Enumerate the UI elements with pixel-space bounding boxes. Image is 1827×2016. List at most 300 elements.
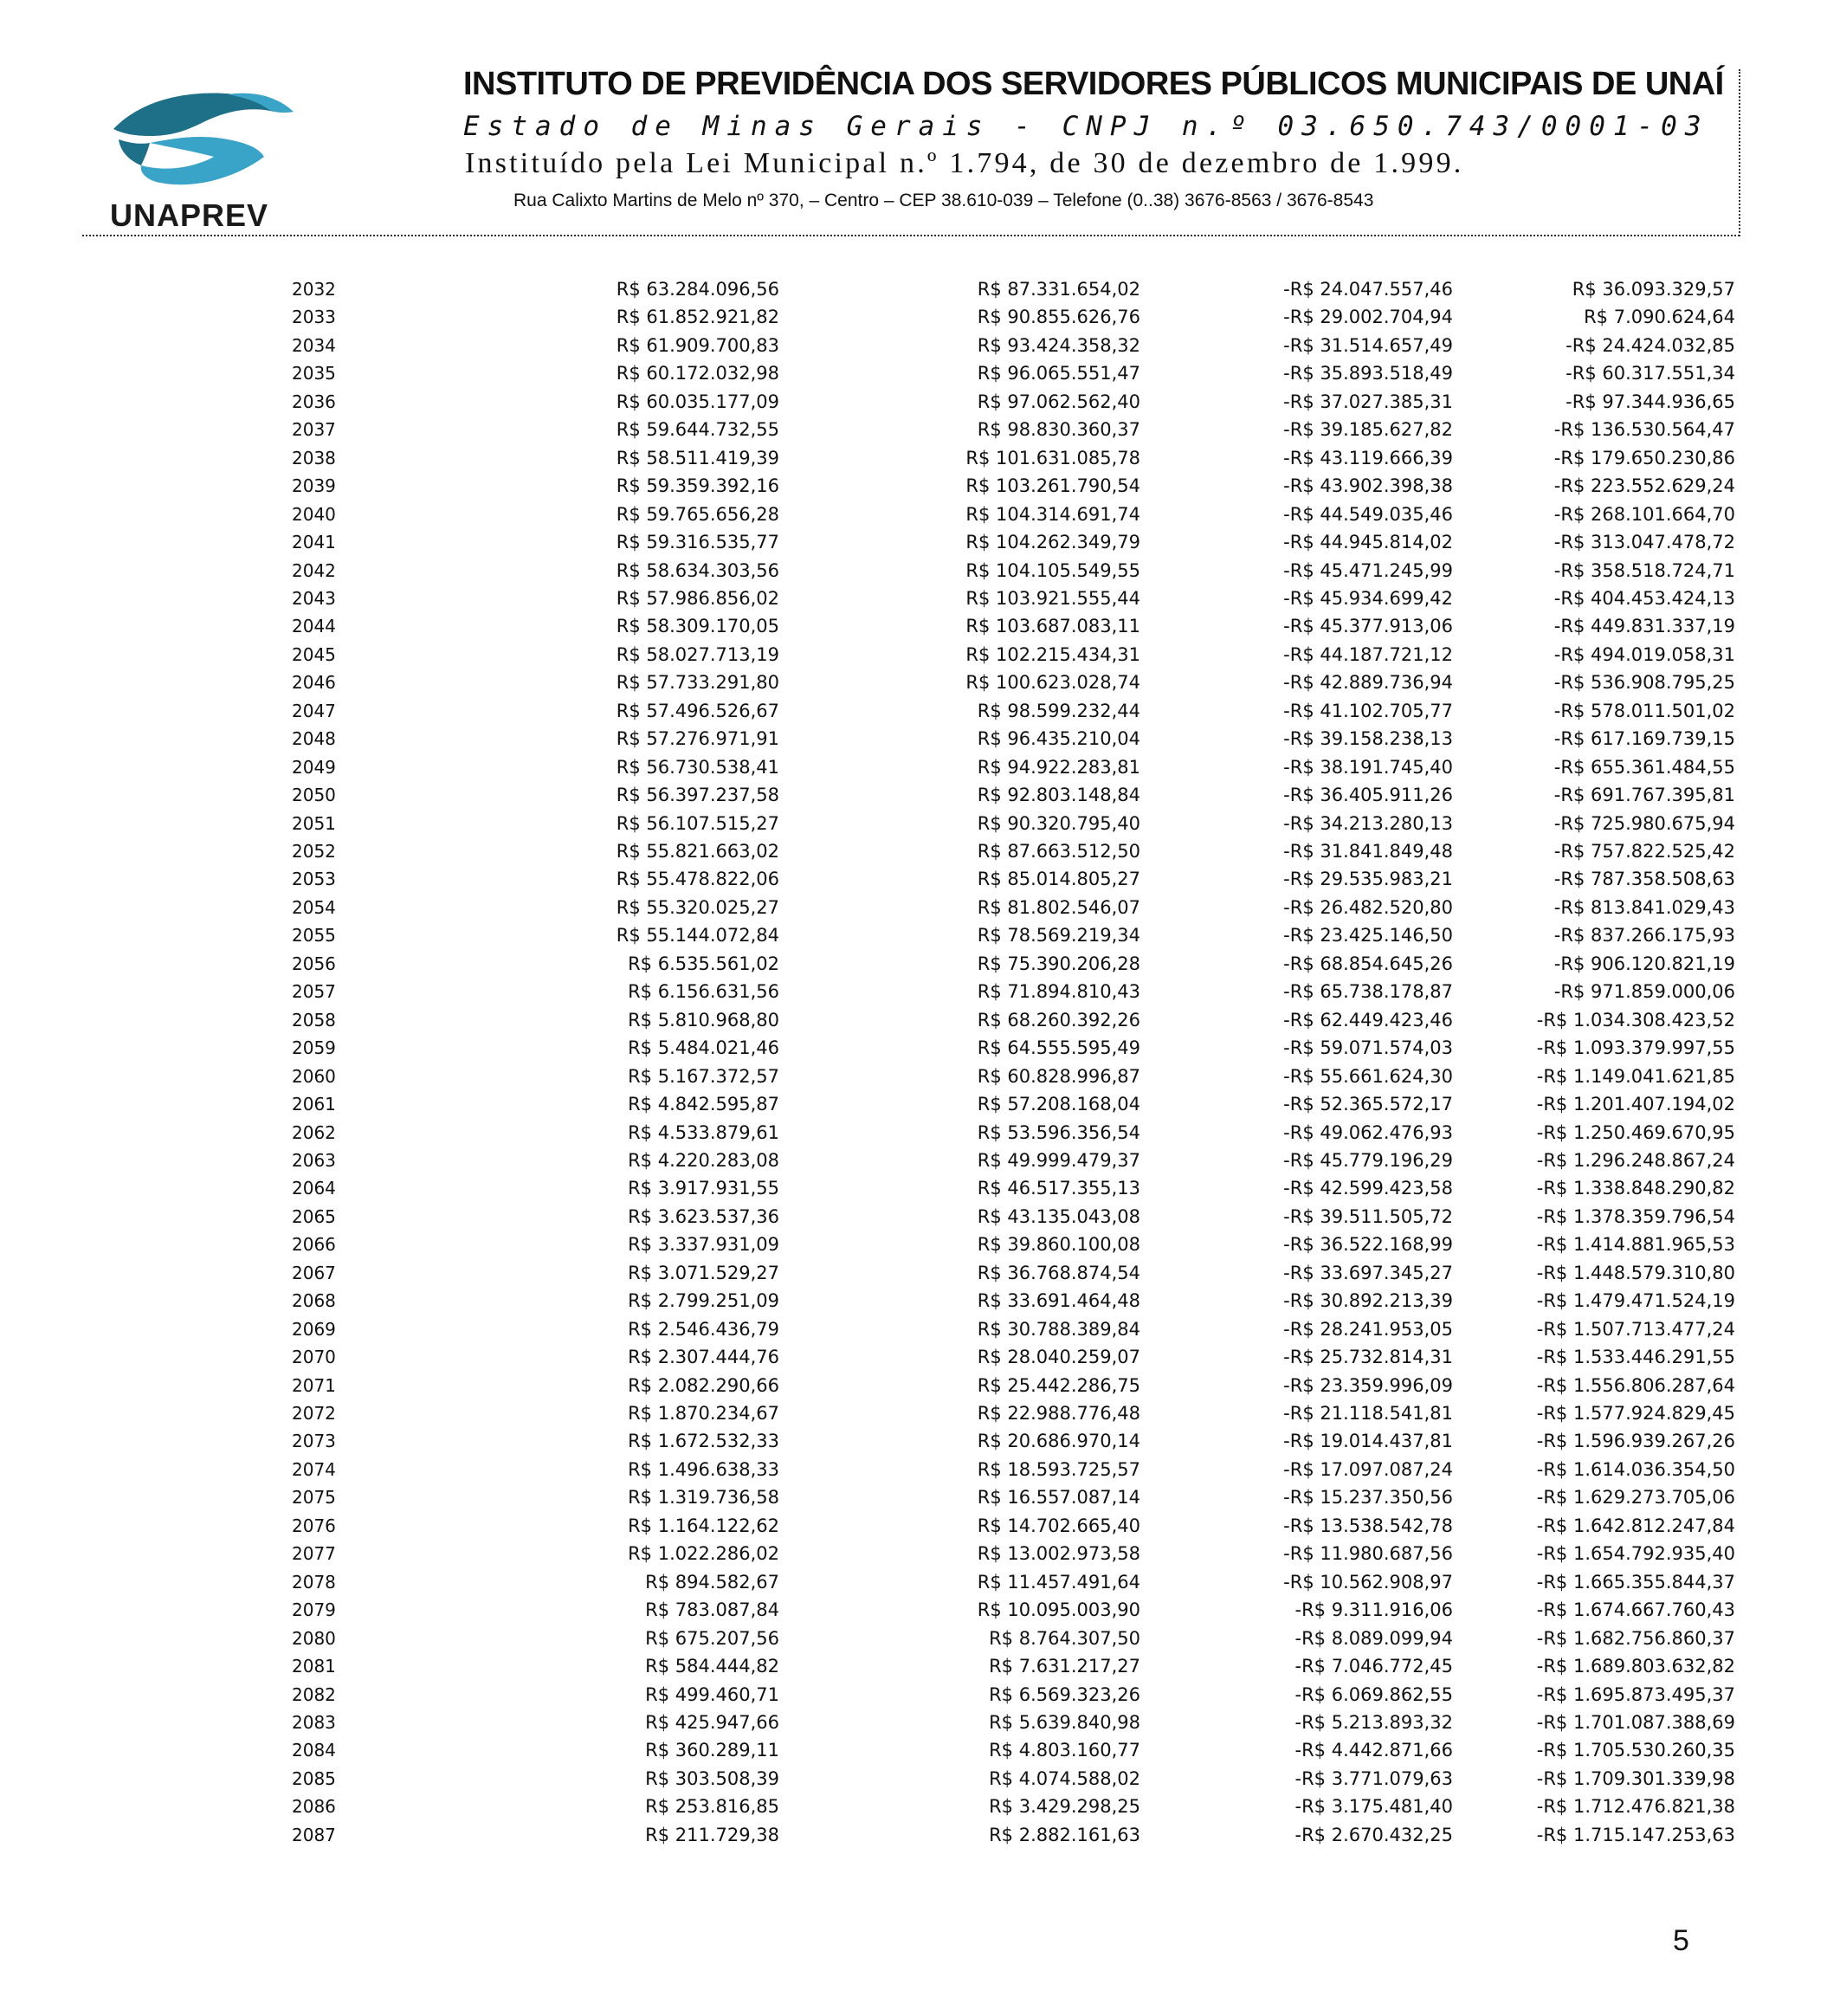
value-cell-3: -R$ 59.071.574,03 bbox=[1283, 1037, 1453, 1059]
value-cell-3: -R$ 68.854.645,26 bbox=[1283, 953, 1453, 974]
value-cell-2: R$ 101.631.085,78 bbox=[965, 447, 1140, 468]
value-cell-3: -R$ 62.449.423,46 bbox=[1283, 1009, 1453, 1031]
value-cell-2: R$ 4.803.160,77 bbox=[989, 1740, 1140, 1761]
value-cell-3: -R$ 36.522.168,99 bbox=[1283, 1234, 1453, 1256]
year-cell: 2082 bbox=[292, 1683, 336, 1705]
table-row bbox=[0, 532, 1827, 558]
state-cnpj-line: Estado de Minas Gerais - CNPJ n.º 03.650.743/0001-03 bbox=[463, 111, 1709, 142]
law-line: Instituído pela Lei Municipal n.º 1.794, de 30 de dezembro de 1.999. bbox=[465, 147, 1464, 179]
value-cell-2: R$ 7.631.217,27 bbox=[989, 1656, 1140, 1677]
table-row bbox=[0, 1740, 1827, 1766]
value-cell-3: -R$ 4.442.871,66 bbox=[1294, 1740, 1453, 1761]
table-row bbox=[0, 1459, 1827, 1485]
value-cell-3: -R$ 29.535.983,21 bbox=[1283, 869, 1453, 890]
year-cell: 2064 bbox=[292, 1178, 336, 1199]
value-cell-4: -R$ 1.533.446.291,55 bbox=[1536, 1347, 1735, 1368]
value-cell-3: -R$ 45.779.196,29 bbox=[1283, 1149, 1453, 1171]
value-cell-3: -R$ 44.549.035,46 bbox=[1283, 503, 1453, 525]
value-cell-1: R$ 1.870.234,67 bbox=[628, 1403, 779, 1424]
value-cell-1: R$ 2.082.290,66 bbox=[628, 1374, 779, 1396]
value-cell-1: R$ 1.496.638,33 bbox=[628, 1458, 779, 1480]
value-cell-4: -R$ 223.552.629,24 bbox=[1553, 475, 1735, 497]
table-row bbox=[0, 1178, 1827, 1204]
year-cell: 2047 bbox=[292, 700, 336, 721]
value-cell-1: R$ 584.444,82 bbox=[645, 1656, 779, 1677]
value-cell-2: R$ 25.442.286,75 bbox=[977, 1374, 1140, 1396]
value-cell-1: R$ 894.582,67 bbox=[645, 1571, 779, 1593]
value-cell-3: -R$ 8.089.099,94 bbox=[1294, 1627, 1453, 1649]
value-cell-2: R$ 103.687.083,11 bbox=[965, 616, 1140, 637]
year-cell: 2054 bbox=[292, 896, 336, 918]
table-row bbox=[0, 1487, 1827, 1513]
year-cell: 2053 bbox=[292, 869, 336, 890]
table-row bbox=[0, 1712, 1827, 1738]
value-cell-3: -R$ 45.377.913,06 bbox=[1283, 616, 1453, 637]
value-cell-3: -R$ 37.027.385,31 bbox=[1283, 391, 1453, 412]
year-cell: 2079 bbox=[292, 1599, 336, 1621]
value-cell-3: -R$ 29.002.704,94 bbox=[1283, 307, 1453, 328]
value-cell-1: R$ 6.156.631,56 bbox=[628, 981, 779, 1003]
table-row bbox=[0, 504, 1827, 530]
value-cell-4: -R$ 1.689.803.632,82 bbox=[1536, 1656, 1735, 1677]
table-row bbox=[0, 588, 1827, 614]
value-cell-3: -R$ 26.482.520,80 bbox=[1283, 896, 1453, 918]
value-cell-2: R$ 68.260.392,26 bbox=[977, 1009, 1140, 1031]
header-divider bbox=[82, 235, 1740, 236]
value-cell-2: R$ 87.663.512,50 bbox=[977, 841, 1140, 862]
value-cell-3: -R$ 3.175.481,40 bbox=[1294, 1796, 1453, 1818]
value-cell-1: R$ 58.027.713,19 bbox=[616, 643, 779, 665]
value-cell-3: -R$ 31.514.657,49 bbox=[1283, 334, 1453, 356]
year-cell: 2077 bbox=[292, 1543, 336, 1565]
value-cell-3: -R$ 42.889.736,94 bbox=[1283, 672, 1453, 694]
value-cell-1: R$ 59.359.392,16 bbox=[616, 475, 779, 497]
value-cell-1: R$ 57.733.291,80 bbox=[616, 672, 779, 694]
value-cell-4: -R$ 1.695.873.495,37 bbox=[1536, 1683, 1735, 1705]
table-row bbox=[0, 1628, 1827, 1654]
value-cell-2: R$ 96.435.210,04 bbox=[977, 728, 1140, 750]
value-cell-4: -R$ 313.047.478,72 bbox=[1553, 532, 1735, 553]
value-cell-1: R$ 2.307.444,76 bbox=[628, 1347, 779, 1368]
value-cell-4: -R$ 1.378.359.796,54 bbox=[1536, 1205, 1735, 1227]
value-cell-4: -R$ 617.169.739,15 bbox=[1553, 728, 1735, 750]
value-cell-1: R$ 5.484.021,46 bbox=[628, 1037, 779, 1059]
year-cell: 2081 bbox=[292, 1656, 336, 1677]
year-cell: 2072 bbox=[292, 1403, 336, 1424]
table-row bbox=[0, 981, 1827, 1007]
year-cell: 2066 bbox=[292, 1234, 336, 1256]
value-cell-2: R$ 98.599.232,44 bbox=[977, 700, 1140, 721]
value-cell-2: R$ 39.860.100,08 bbox=[977, 1234, 1140, 1256]
value-cell-2: R$ 78.569.219,34 bbox=[977, 925, 1140, 947]
page-number: 5 bbox=[1673, 1924, 1689, 1957]
value-cell-4: -R$ 1.201.407.194,02 bbox=[1536, 1094, 1735, 1115]
year-cell: 2061 bbox=[292, 1094, 336, 1115]
table-row bbox=[0, 616, 1827, 642]
value-cell-3: -R$ 11.980.687,56 bbox=[1283, 1543, 1453, 1565]
value-cell-4: -R$ 971.859.000,06 bbox=[1553, 981, 1735, 1003]
value-cell-1: R$ 783.087,84 bbox=[645, 1599, 779, 1621]
table-row bbox=[0, 335, 1827, 361]
value-cell-1: R$ 55.144.072,84 bbox=[616, 925, 779, 947]
table-row bbox=[0, 1037, 1827, 1063]
value-cell-1: R$ 253.816,85 bbox=[645, 1796, 779, 1818]
year-cell: 2058 bbox=[292, 1009, 336, 1031]
table-row bbox=[0, 307, 1827, 333]
year-cell: 2067 bbox=[292, 1262, 336, 1283]
value-cell-3: -R$ 6.069.862,55 bbox=[1294, 1683, 1453, 1705]
value-cell-3: -R$ 9.311.916,06 bbox=[1294, 1599, 1453, 1621]
year-cell: 2065 bbox=[292, 1205, 336, 1227]
value-cell-1: R$ 55.821.663,02 bbox=[616, 841, 779, 862]
value-cell-2: R$ 93.424.358,32 bbox=[977, 334, 1140, 356]
value-cell-2: R$ 11.457.491,64 bbox=[977, 1571, 1140, 1593]
value-cell-2: R$ 60.828.996,87 bbox=[977, 1065, 1140, 1087]
value-cell-4: -R$ 1.577.924.829,45 bbox=[1536, 1403, 1735, 1424]
value-cell-1: R$ 675.207,56 bbox=[645, 1627, 779, 1649]
value-cell-2: R$ 30.788.389,84 bbox=[977, 1318, 1140, 1340]
year-cell: 2074 bbox=[292, 1458, 336, 1480]
table-row bbox=[0, 475, 1827, 501]
table-row bbox=[0, 1150, 1827, 1176]
value-cell-1: R$ 61.852.921,82 bbox=[616, 307, 779, 328]
value-cell-4: -R$ 404.453.424,13 bbox=[1553, 587, 1735, 609]
logo-lower-accent bbox=[119, 139, 150, 165]
value-cell-4: -R$ 268.101.664,70 bbox=[1553, 503, 1735, 525]
value-cell-3: -R$ 55.661.624,30 bbox=[1283, 1065, 1453, 1087]
value-cell-2: R$ 13.002.973,58 bbox=[977, 1543, 1140, 1565]
value-cell-4: -R$ 536.908.795,25 bbox=[1553, 672, 1735, 694]
year-cell: 2075 bbox=[292, 1487, 336, 1509]
value-cell-3: -R$ 43.902.398,38 bbox=[1283, 475, 1453, 497]
value-cell-2: R$ 100.623.028,74 bbox=[965, 672, 1140, 694]
value-cell-1: R$ 58.634.303,56 bbox=[616, 559, 779, 581]
value-cell-4: -R$ 787.358.508,63 bbox=[1553, 869, 1735, 890]
value-cell-2: R$ 64.555.595,49 bbox=[977, 1037, 1140, 1059]
year-cell: 2033 bbox=[292, 307, 336, 328]
value-cell-4: -R$ 136.530.564,47 bbox=[1553, 419, 1735, 441]
header-right-border bbox=[1739, 69, 1740, 236]
value-cell-4: -R$ 97.344.936,65 bbox=[1566, 391, 1735, 412]
value-cell-1: R$ 3.917.931,55 bbox=[628, 1178, 779, 1199]
table-row bbox=[0, 1684, 1827, 1710]
value-cell-2: R$ 4.074.588,02 bbox=[989, 1767, 1140, 1789]
year-cell: 2080 bbox=[292, 1627, 336, 1649]
value-cell-3: -R$ 5.213.893,32 bbox=[1294, 1711, 1453, 1733]
value-cell-1: R$ 55.478.822,06 bbox=[616, 869, 779, 890]
value-cell-3: -R$ 49.062.476,93 bbox=[1283, 1121, 1453, 1143]
brand-name: UNAPREV bbox=[110, 197, 269, 233]
value-cell-1: R$ 57.986.856,02 bbox=[616, 587, 779, 609]
year-cell: 2069 bbox=[292, 1318, 336, 1340]
value-cell-4: -R$ 1.479.471.524,19 bbox=[1536, 1290, 1735, 1312]
value-cell-1: R$ 2.799.251,09 bbox=[628, 1290, 779, 1312]
value-cell-1: R$ 1.022.286,02 bbox=[628, 1543, 779, 1565]
year-cell: 2034 bbox=[292, 334, 336, 356]
value-cell-4: -R$ 813.841.029,43 bbox=[1553, 896, 1735, 918]
year-cell: 2076 bbox=[292, 1515, 336, 1536]
value-cell-1: R$ 5.167.372,57 bbox=[628, 1065, 779, 1087]
value-cell-2: R$ 103.261.790,54 bbox=[965, 475, 1140, 497]
value-cell-1: R$ 57.496.526,67 bbox=[616, 700, 779, 721]
value-cell-3: -R$ 33.697.345,27 bbox=[1283, 1262, 1453, 1283]
table-row bbox=[0, 1066, 1827, 1092]
value-cell-4: -R$ 757.822.525,42 bbox=[1553, 841, 1735, 862]
table-row bbox=[0, 785, 1827, 811]
value-cell-2: R$ 96.065.551,47 bbox=[977, 363, 1140, 384]
value-cell-3: -R$ 23.425.146,50 bbox=[1283, 925, 1453, 947]
year-cell: 2051 bbox=[292, 812, 336, 834]
year-cell: 2083 bbox=[292, 1711, 336, 1733]
value-cell-4: -R$ 1.507.713.477,24 bbox=[1536, 1318, 1735, 1340]
value-cell-2: R$ 53.596.356,54 bbox=[977, 1121, 1140, 1143]
value-cell-1: R$ 55.320.025,27 bbox=[616, 896, 779, 918]
year-cell: 2063 bbox=[292, 1149, 336, 1171]
table-row bbox=[0, 757, 1827, 783]
value-cell-2: R$ 20.686.970,14 bbox=[977, 1431, 1140, 1452]
value-cell-4: -R$ 24.424.032,85 bbox=[1566, 334, 1735, 356]
year-cell: 2078 bbox=[292, 1571, 336, 1593]
value-cell-4: -R$ 725.980.675,94 bbox=[1553, 812, 1735, 834]
table-row bbox=[0, 897, 1827, 923]
value-cell-1: R$ 4.842.595,87 bbox=[628, 1094, 779, 1115]
table-row bbox=[0, 728, 1827, 754]
table-row bbox=[0, 1768, 1827, 1794]
table-row bbox=[0, 841, 1827, 867]
table-row bbox=[0, 391, 1827, 417]
table-row bbox=[0, 1206, 1827, 1232]
value-cell-4: -R$ 60.317.551,34 bbox=[1566, 363, 1735, 384]
value-cell-1: R$ 56.107.515,27 bbox=[616, 812, 779, 834]
value-cell-1: R$ 59.765.656,28 bbox=[616, 503, 779, 525]
value-cell-4: -R$ 1.149.041.621,85 bbox=[1536, 1065, 1735, 1087]
value-cell-1: R$ 57.276.971,91 bbox=[616, 728, 779, 750]
year-cell: 2052 bbox=[292, 841, 336, 862]
value-cell-3: -R$ 10.562.908,97 bbox=[1283, 1571, 1453, 1593]
value-cell-2: R$ 3.429.298,25 bbox=[989, 1796, 1140, 1818]
value-cell-2: R$ 92.803.148,84 bbox=[977, 785, 1140, 806]
value-cell-4: -R$ 1.701.087.388,69 bbox=[1536, 1711, 1735, 1733]
value-cell-3: -R$ 65.738.178,87 bbox=[1283, 981, 1453, 1003]
value-cell-4: -R$ 1.296.248.867,24 bbox=[1536, 1149, 1735, 1171]
value-cell-4: -R$ 1.614.036.354,50 bbox=[1536, 1458, 1735, 1480]
value-cell-4: -R$ 1.674.667.760,43 bbox=[1536, 1599, 1735, 1621]
value-cell-1: R$ 61.909.700,83 bbox=[616, 334, 779, 356]
value-cell-3: -R$ 44.187.721,12 bbox=[1283, 643, 1453, 665]
value-cell-4: -R$ 655.361.484,55 bbox=[1553, 756, 1735, 778]
year-cell: 2049 bbox=[292, 756, 336, 778]
table-row bbox=[0, 560, 1827, 586]
value-cell-3: -R$ 44.945.814,02 bbox=[1283, 532, 1453, 553]
value-cell-1: R$ 63.284.096,56 bbox=[616, 279, 779, 300]
value-cell-1: R$ 4.533.879,61 bbox=[628, 1121, 779, 1143]
value-cell-4: -R$ 179.650.230,86 bbox=[1553, 447, 1735, 468]
year-cell: 2068 bbox=[292, 1290, 336, 1312]
table-row bbox=[0, 1263, 1827, 1289]
value-cell-4: -R$ 1.250.469.670,95 bbox=[1536, 1121, 1735, 1143]
value-cell-1: R$ 60.035.177,09 bbox=[616, 391, 779, 412]
table-row bbox=[0, 419, 1827, 445]
table-row bbox=[0, 701, 1827, 727]
table-row bbox=[0, 1010, 1827, 1036]
value-cell-4: -R$ 1.448.579.310,80 bbox=[1536, 1262, 1735, 1283]
year-cell: 2057 bbox=[292, 981, 336, 1003]
value-cell-2: R$ 22.988.776,48 bbox=[977, 1403, 1140, 1424]
value-cell-3: -R$ 23.359.996,09 bbox=[1283, 1374, 1453, 1396]
value-cell-1: R$ 1.319.736,58 bbox=[628, 1487, 779, 1509]
value-cell-1: R$ 58.309.170,05 bbox=[616, 616, 779, 637]
value-cell-2: R$ 36.768.874,54 bbox=[977, 1262, 1140, 1283]
value-cell-2: R$ 18.593.725,57 bbox=[977, 1458, 1140, 1480]
year-cell: 2062 bbox=[292, 1121, 336, 1143]
value-cell-2: R$ 71.894.810,43 bbox=[977, 981, 1140, 1003]
year-cell: 2044 bbox=[292, 616, 336, 637]
year-cell: 2071 bbox=[292, 1374, 336, 1396]
table-row bbox=[0, 363, 1827, 389]
value-cell-4: -R$ 1.034.308.423,52 bbox=[1536, 1009, 1735, 1031]
table-row bbox=[0, 1825, 1827, 1851]
value-cell-3: -R$ 3.771.079,63 bbox=[1294, 1767, 1453, 1789]
value-cell-1: R$ 59.644.732,55 bbox=[616, 419, 779, 441]
year-cell: 2041 bbox=[292, 532, 336, 553]
year-cell: 2050 bbox=[292, 785, 336, 806]
value-cell-4: -R$ 1.682.756.860,37 bbox=[1536, 1627, 1735, 1649]
value-cell-3: -R$ 19.014.437,81 bbox=[1283, 1431, 1453, 1452]
table-row bbox=[0, 1431, 1827, 1457]
value-cell-1: R$ 360.289,11 bbox=[645, 1740, 779, 1761]
value-cell-2: R$ 33.691.464,48 bbox=[977, 1290, 1140, 1312]
value-cell-1: R$ 6.535.561,02 bbox=[628, 953, 779, 974]
value-cell-1: R$ 59.316.535,77 bbox=[616, 532, 779, 553]
year-cell: 2036 bbox=[292, 391, 336, 412]
value-cell-4: -R$ 1.709.301.339,98 bbox=[1536, 1767, 1735, 1789]
table-row bbox=[0, 279, 1827, 305]
value-cell-3: -R$ 17.097.087,24 bbox=[1283, 1458, 1453, 1480]
value-cell-4: -R$ 449.831.337,19 bbox=[1553, 616, 1735, 637]
value-cell-3: -R$ 36.405.911,26 bbox=[1283, 785, 1453, 806]
value-cell-1: R$ 3.623.537,36 bbox=[628, 1205, 779, 1227]
table-row bbox=[0, 869, 1827, 895]
year-cell: 2046 bbox=[292, 672, 336, 694]
value-cell-3: -R$ 35.893.518,49 bbox=[1283, 363, 1453, 384]
value-cell-4: -R$ 1.556.806.287,64 bbox=[1536, 1374, 1735, 1396]
value-cell-3: -R$ 41.102.705,77 bbox=[1283, 700, 1453, 721]
value-cell-1: R$ 211.729,38 bbox=[645, 1824, 779, 1845]
value-cell-3: -R$ 2.670.432,25 bbox=[1294, 1824, 1453, 1845]
value-cell-3: -R$ 42.599.423,58 bbox=[1283, 1178, 1453, 1199]
value-cell-1: R$ 56.730.538,41 bbox=[616, 756, 779, 778]
value-cell-3: -R$ 43.119.666,39 bbox=[1283, 447, 1453, 468]
value-cell-2: R$ 6.569.323,26 bbox=[989, 1683, 1140, 1705]
value-cell-4: -R$ 1.712.476.821,38 bbox=[1536, 1796, 1735, 1818]
value-cell-4: -R$ 1.642.812.247,84 bbox=[1536, 1515, 1735, 1536]
value-cell-1: R$ 3.337.931,09 bbox=[628, 1234, 779, 1256]
value-cell-4: -R$ 1.596.939.267,26 bbox=[1536, 1431, 1735, 1452]
value-cell-3: -R$ 7.046.772,45 bbox=[1294, 1656, 1453, 1677]
table-row bbox=[0, 925, 1827, 951]
value-cell-2: R$ 49.999.479,37 bbox=[977, 1149, 1140, 1171]
year-cell: 2085 bbox=[292, 1767, 336, 1789]
value-cell-3: -R$ 13.538.542,78 bbox=[1283, 1515, 1453, 1536]
table-row bbox=[0, 1347, 1827, 1373]
value-cell-3: -R$ 24.047.557,46 bbox=[1283, 279, 1453, 300]
value-cell-4: -R$ 578.011.501,02 bbox=[1553, 700, 1735, 721]
value-cell-1: R$ 1.672.532,33 bbox=[628, 1431, 779, 1452]
value-cell-1: R$ 58.511.419,39 bbox=[616, 447, 779, 468]
value-cell-1: R$ 3.071.529,27 bbox=[628, 1262, 779, 1283]
value-cell-1: R$ 4.220.283,08 bbox=[628, 1149, 779, 1171]
table-row bbox=[0, 672, 1827, 698]
table-row bbox=[0, 1599, 1827, 1625]
year-cell: 2086 bbox=[292, 1796, 336, 1818]
year-cell: 2039 bbox=[292, 475, 336, 497]
table-row bbox=[0, 1094, 1827, 1120]
value-cell-4: R$ 7.090.624,64 bbox=[1584, 307, 1735, 328]
year-cell: 2038 bbox=[292, 447, 336, 468]
value-cell-1: R$ 425.947,66 bbox=[645, 1711, 779, 1733]
value-cell-4: -R$ 1.654.792.935,40 bbox=[1536, 1543, 1735, 1565]
value-cell-3: -R$ 45.934.699,42 bbox=[1283, 587, 1453, 609]
value-cell-4: -R$ 1.705.530.260,35 bbox=[1536, 1740, 1735, 1761]
value-cell-2: R$ 97.062.562,40 bbox=[977, 391, 1140, 412]
value-cell-2: R$ 2.882.161,63 bbox=[989, 1824, 1140, 1845]
year-cell: 2045 bbox=[292, 643, 336, 665]
value-cell-4: -R$ 1.665.355.844,37 bbox=[1536, 1571, 1735, 1593]
year-cell: 2084 bbox=[292, 1740, 336, 1761]
value-cell-2: R$ 94.922.283,81 bbox=[977, 756, 1140, 778]
value-cell-2: R$ 28.040.259,07 bbox=[977, 1347, 1140, 1368]
address-line: Rua Calixto Martins de Melo nº 370, – Centro – CEP 38.610-039 – Telefone (0..38) 3676-8563 / 3676-8543 bbox=[513, 191, 1374, 210]
institute-title: INSTITUTO DE PREVIDÊNCIA DOS SERVIDORES PÚBLICOS MUNICIPAIS DE UNAÍ bbox=[463, 66, 1724, 102]
year-cell: 2048 bbox=[292, 728, 336, 750]
table-row bbox=[0, 1234, 1827, 1260]
value-cell-3: -R$ 30.892.213,39 bbox=[1283, 1290, 1453, 1312]
year-cell: 2032 bbox=[292, 279, 336, 300]
value-cell-2: R$ 90.855.626,76 bbox=[977, 307, 1140, 328]
letterhead bbox=[82, 61, 1745, 238]
table-row bbox=[0, 953, 1827, 979]
table-row bbox=[0, 1572, 1827, 1598]
value-cell-2: R$ 87.331.654,02 bbox=[977, 279, 1140, 300]
value-cell-2: R$ 103.921.555,44 bbox=[965, 587, 1140, 609]
value-cell-2: R$ 8.764.307,50 bbox=[989, 1627, 1140, 1649]
value-cell-2: R$ 10.095.003,90 bbox=[977, 1599, 1140, 1621]
table-row bbox=[0, 1543, 1827, 1569]
value-cell-4: -R$ 1.629.273.705,06 bbox=[1536, 1487, 1735, 1509]
table-row bbox=[0, 1122, 1827, 1148]
value-cell-2: R$ 104.105.549,55 bbox=[965, 559, 1140, 581]
value-cell-2: R$ 75.390.206,28 bbox=[977, 953, 1140, 974]
value-cell-1: R$ 303.508,39 bbox=[645, 1767, 779, 1789]
value-cell-4: -R$ 691.767.395,81 bbox=[1553, 785, 1735, 806]
value-cell-3: -R$ 25.732.814,31 bbox=[1283, 1347, 1453, 1368]
value-cell-3: -R$ 39.511.505,72 bbox=[1283, 1205, 1453, 1227]
year-cell: 2043 bbox=[292, 587, 336, 609]
year-cell: 2040 bbox=[292, 503, 336, 525]
table-row bbox=[0, 813, 1827, 839]
value-cell-2: R$ 104.262.349,79 bbox=[965, 532, 1140, 553]
table-row bbox=[0, 1290, 1827, 1316]
value-cell-4: -R$ 1.093.379.997,55 bbox=[1536, 1037, 1735, 1059]
year-cell: 2073 bbox=[292, 1431, 336, 1452]
value-cell-2: R$ 81.802.546,07 bbox=[977, 896, 1140, 918]
value-cell-3: -R$ 15.237.350,56 bbox=[1283, 1487, 1453, 1509]
value-cell-2: R$ 46.517.355,13 bbox=[977, 1178, 1140, 1199]
value-cell-4: -R$ 1.715.147.253,63 bbox=[1536, 1824, 1735, 1845]
value-cell-3: -R$ 45.471.245,99 bbox=[1283, 559, 1453, 581]
table-row bbox=[0, 1375, 1827, 1401]
table-row bbox=[0, 448, 1827, 474]
